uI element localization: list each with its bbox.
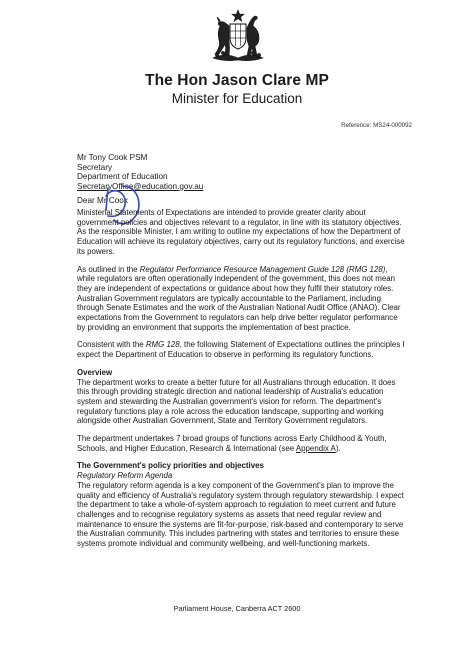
subheading-reform: Regulatory Reform Agenda: [77, 471, 173, 481]
paragraph-functions: The department undertakes 7 broad groups of functions across Early Childhood & Youth, Schools, and Higher Education, Research & International (see Appendix A).: [77, 434, 387, 453]
letter-body: [77, 208, 407, 557]
heading-priorities: The Government's policy priorities and objectives: [77, 461, 264, 471]
reference-number: Reference: MS24-000092: [341, 122, 412, 129]
paragraph-overview: The department works to create a better future for all Australians through education. It does this through providing strategic direction and national leadership of Australia's education system and stewarding the Australian government's vision for reform. The department's regulatory functions play a role across the education landscape, supporting and working alongside other Australian Government, State and Territory Government regulators.: [77, 377, 396, 426]
salutation: Dear Mr Cook: [77, 196, 128, 205]
minister-title: Minister for Education: [171, 91, 303, 106]
footer-address: Parliament House, Canberra ACT 2600: [173, 604, 301, 613]
coat-of-arms-crest: [203, 8, 273, 68]
appendix-a-link[interactable]: Appendix A: [295, 443, 336, 453]
minister-name: The Hon Jason Clare MP: [145, 72, 329, 89]
recipient-department: Department of Education: [77, 172, 168, 182]
paragraph-consistent: Consistent with the RMG 128, the following Statement of Expectations outlines the principles I expect the Department of Education to observe in performing its regulatory functions.: [77, 340, 405, 360]
paragraph-rmg: As outlined in the Regulator Performance Resource Management Guide 128 (RMG 128), while regulators are often operationally independent of the government, this does not mean they are independent of expectations or guidance about how they fulfil their statutory roles. Australian Government regulators are typically accountable to the Parliament, including through Senate Estimates and the work of the Australian National Audit Office (ANAO). Clear expectations from the Government to regulators can help drive better regulator performance by providing an environment that supports the implementation of best practice.: [77, 264, 401, 332]
paragraph-intro: Ministerial Statements of Expectations are intended to provide greater clarity about government policies and objectives relevant to a regulator, in line with its statutory objectives. As the responsible Minister, I am writing to outline my expectations of how the Department of Education will achieve its regulatory objectives, carry out its regulatory functions, and exercise its powers.: [77, 208, 405, 256]
recipient-name: Mr Tony Cook PSM: [77, 153, 148, 162]
recipient-email-link[interactable]: SecretaryOffice@education.gov.au: [77, 181, 204, 191]
recipient-position: Secretary: [77, 162, 113, 172]
rmg-title: Regulator Performance Resource Management Guide 128 (RMG 128): [139, 264, 386, 274]
heading-overview: Overview: [77, 367, 113, 377]
paragraph-reform: The regulatory reform agenda is a key component of the Government's plan to improve the quality and efficiency of Australia's regulatory system through regulatory stewardship. I expect the department to take a whole-of-system approach to regulation to meet current and future challenges and to recognise regulatory systems as assets that need regular review and maintenance to ensure the systems are fit-for-purpose, risk-based and contemporary to serve the Australian community. This includes partnering with states and territories to ensure these systems promote individual and community wellbeing, and well-functioning markets.: [77, 480, 404, 549]
rmg-short: RMG 128: [145, 340, 180, 350]
